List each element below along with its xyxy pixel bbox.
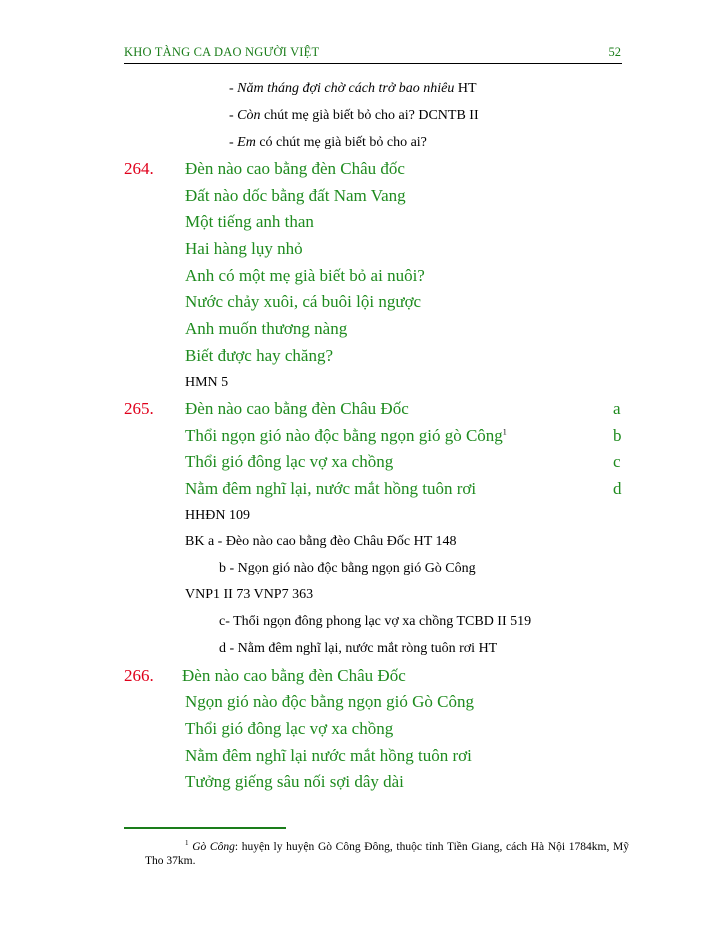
variant-note: VNP1 II 73 VNP7 363 — [185, 587, 314, 602]
verse-line: Biết được hay chăng? — [185, 346, 334, 365]
variant-mark: b — [613, 426, 622, 445]
verse-line: Đất nào dốc bằng đất Nam Vang — [185, 186, 406, 205]
verse-line: Đèn nào cao bằng đèn Châu đốc — [185, 159, 405, 178]
note-text: HT — [454, 81, 477, 96]
verse-line: Tưởng giếng sâu nối sợi dây dài — [185, 772, 404, 791]
variant-mark: a — [613, 399, 621, 418]
footnote-rule — [124, 827, 286, 829]
note-text: có chút mẹ già biết bỏ cho ai? — [255, 135, 427, 150]
header-rule — [124, 63, 622, 64]
verse-line: Nằm đêm nghĩ lại, nước mắt hồng tuôn rơi — [185, 479, 477, 498]
verse-line: Hai hàng lụy nhỏ — [185, 239, 303, 258]
note-italic: Còn — [237, 108, 261, 123]
source-citation: HHĐN 109 — [185, 508, 250, 523]
verse-line — [185, 426, 507, 446]
verse-line: Nước chảy xuôi, cá buôi lội ngược — [185, 292, 422, 311]
footnote-marker: 1 — [185, 839, 189, 848]
note-line — [229, 108, 479, 124]
verse-line: Đèn nào cao bằng đèn Châu Đốc — [185, 399, 409, 418]
entry-number: 266. — [124, 666, 154, 685]
footnote-text: : huyện ly huyện Gò Công Đông, thuộc tỉnh Tiền Giang, cách Hà Nội 1784km, Mỹ Tho 37km. — [145, 841, 630, 867]
note-italic: Em — [237, 135, 256, 150]
note-line — [229, 135, 427, 151]
footnote-term: Gò Công — [192, 841, 235, 853]
entry-number: 265. — [124, 399, 154, 418]
footnote-ref[interactable]: 1 — [502, 427, 507, 437]
entry-number: 264. — [124, 159, 154, 178]
variant-mark: c — [613, 452, 621, 471]
verse-text: Thổi ngọn gió nào độc bằng ngọn gió gò Công — [185, 426, 503, 445]
note-text: chút mẹ già biết bỏ cho ai? DCNTB II — [260, 108, 479, 123]
variant-note: c- Thổi ngọn đông phong lạc vợ xa chồng TCBD II 519 — [219, 614, 532, 629]
footnote — [145, 840, 629, 868]
variant-note: b - Ngọn gió nào độc bằng ngọn gió Gò Công — [219, 561, 476, 576]
verse-line: Đèn nào cao bằng đèn Châu Đốc — [182, 666, 406, 685]
page-number: 52 — [608, 45, 621, 59]
verse-line: Anh muốn thương nàng — [185, 319, 348, 338]
verse-line: Thổi gió đông lạc vợ xa chồng — [185, 452, 394, 471]
running-header-title: KHO TÀNG CA DAO NGƯỜI VIỆT — [124, 45, 320, 59]
variant-note: d - Nằm đêm nghĩ lại, nước mắt ròng tuôn rơi HT — [219, 641, 498, 656]
note-prefix: - — [229, 108, 238, 123]
verse-line: Anh có một mẹ già biết bỏ ai nuôi? — [185, 266, 425, 285]
note-prefix: - — [229, 135, 238, 150]
verse-line: Ngọn gió nào độc bằng ngọn gió Gò Công — [185, 692, 474, 711]
variant-mark: d — [613, 479, 622, 498]
source-citation: HMN 5 — [185, 375, 229, 390]
variant-note: BK a - Đèo nào cao bằng đèo Châu Đốc HT 148 — [185, 534, 457, 549]
note-italic: Năm tháng đợi chờ cách trở bao nhiêu — [237, 81, 455, 96]
verse-line: Một tiếng anh than — [185, 212, 314, 231]
verse-line: Thổi gió đông lạc vợ xa chồng — [185, 719, 394, 738]
verse-line: Nằm đêm nghĩ lại nước mắt hồng tuôn rơi — [185, 746, 472, 765]
note-line: - Năm tháng đợi chờ cách trở bao nhiêu HT — [229, 81, 477, 96]
